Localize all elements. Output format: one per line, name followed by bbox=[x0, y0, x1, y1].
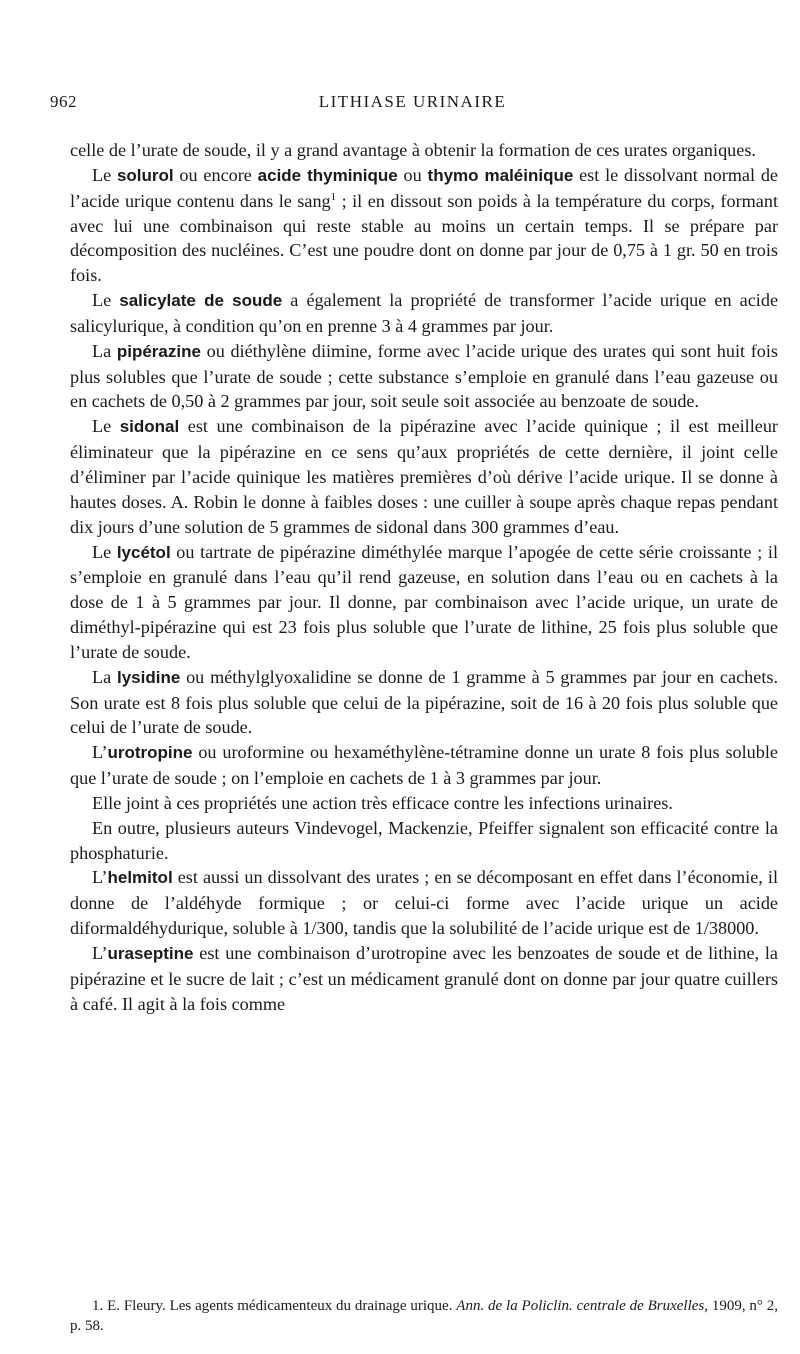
text-run: a également la propriété de transformer l’acide urique en acide salicylurique, à condition qu’on en prenne 3 à 4 grammes par jour. bbox=[70, 290, 779, 336]
term-sidonal: sidonal bbox=[119, 417, 180, 437]
text-run: ou bbox=[397, 164, 428, 185]
term-uraseptine: uraseptine bbox=[107, 944, 194, 963]
term-piperazine: pipérazine bbox=[116, 341, 201, 361]
text-run: ou uroformine ou hexaméthylène-tétramine donne un urate 8 fois plus soluble que l’urate de soude ; on l’emploie en cachets de 1 à 3 grammes par jour. bbox=[70, 742, 778, 789]
term-acide-thyminique: acide thyminique bbox=[257, 165, 398, 185]
text-run: ; il en dissout son poids à la température du corps, formant avec lui une combinaison qui reste stable au moins un certain temps. Il se prépare par décomposition des nucléines. C’est une poudre dont on donne par jour de 0,75 à 1 gr. 50 en trois fois. bbox=[70, 190, 778, 286]
paragraph-piperazine bbox=[70, 339, 778, 415]
term-lysidine: lysidine bbox=[116, 667, 181, 687]
text-run: ou tartrate de pipérazine diméthylée marque l’apogée de cette série croissante ; il s’emploie en granulé dans l’eau qu’il rend gazeuse, en solution dans l’eau ou en cachets à la dose de 1 à 5 grammes par jour. Il donne, par combinaison avec l’acide urique, un urate de diméthyl-pipérazine qui est 23 fois plus soluble que l’urate de lithine, 25 fois plus soluble que l’urate de soude. bbox=[70, 541, 778, 662]
text-run: Le bbox=[92, 290, 120, 311]
text-run: L’ bbox=[92, 943, 108, 963]
footnotes bbox=[70, 1296, 778, 1336]
paragraph-phosphaturie bbox=[70, 816, 778, 866]
footnote-journal-title: Ann. de la Policlin. centrale de Bruxelles bbox=[456, 1298, 705, 1314]
text-run: Le bbox=[92, 416, 120, 437]
text-run: La bbox=[92, 340, 117, 361]
text-run: L’ bbox=[92, 742, 108, 763]
text-run: Le bbox=[92, 164, 117, 185]
page-header bbox=[50, 92, 775, 122]
term-helmitol: helmitol bbox=[107, 868, 173, 888]
text-run: L’ bbox=[92, 867, 108, 888]
paragraph-salicylate bbox=[70, 288, 778, 339]
paragraph-text: En outre, plusieurs auteurs Vindevogel, Mackenzie, Pfeiffer signalent son efficacité contre la phosphaturie. bbox=[70, 817, 778, 863]
text-run: est le dissolvant normal de l’acide urique contenu dans le sang bbox=[70, 164, 778, 211]
text-run: Le bbox=[92, 541, 117, 562]
paragraph-continuation bbox=[70, 138, 778, 163]
text-run: est une combinaison de la pipérazine avec l’acide quinique ; il est meilleur éliminateur que la pipérazine en ce sens qu’aux propriétés de cette dernière, il joint celle d’éliminer par l’acide quinique les matières premières d’où dérive l’acide urique. Il se donne à hautes doses. A. Robin le donne à faibles doses : une cuiller à soupe après chaque repas pendant dix jours d’une solution de 5 grammes de sidonal dans 300 grammes d’eau. bbox=[70, 416, 778, 537]
text-run: est une combinaison d’urotropine avec les benzoates de soude et de lithine, la pipérazine et le sucre de lait ; c’est un médicament granulé dont on donne par jour quatre cuillers à café. Il agit à la fois comme bbox=[70, 943, 778, 1014]
text-run: ou encore bbox=[173, 164, 258, 185]
paragraph-sidonal bbox=[70, 414, 778, 539]
footnote-text: 1. E. Fleury. Les agents médicamenteux du drainage urique. bbox=[92, 1298, 457, 1314]
term-salicylate-de-soude: salicylate de soude bbox=[119, 291, 283, 311]
footnote-1 bbox=[70, 1296, 778, 1336]
term-urotropine: urotropine bbox=[107, 743, 193, 763]
text-run: ou diéthylène diimine, forme avec l’acide urique des urates qui sont huit fois plus solubles que l’urate de soude ; cette substance s’emploie en granulé dans l’eau gazeuse ou en cachets de 0,50 à 2 grammes par jour, soit seule soit associée au benzoate de soude. bbox=[70, 340, 778, 412]
paragraph-urotropine bbox=[70, 740, 778, 791]
term-solurol: solurol bbox=[116, 165, 174, 185]
paragraph-uraseptine bbox=[70, 941, 778, 1017]
running-title: LITHIASE URINAIRE bbox=[318, 92, 507, 111]
page-number: 962 bbox=[50, 92, 77, 111]
paragraph-lycetol bbox=[70, 540, 778, 665]
text-run: La bbox=[92, 666, 117, 687]
paragraph-text: Elle joint à ces propriétés une action très efficace contre les infections urinaires. bbox=[92, 792, 673, 813]
term-lycetol: lycétol bbox=[116, 542, 171, 562]
text-run: est aussi un dissolvant des urates ; en se décomposant en effet dans l’économie, il donne de l’aldéhyde formique ; or celui-ci forme avec l’acide urique un acide diformaldéhydurique, soluble à 1/300, tandis que la solubilité de l’acide urique est de 1/38000. bbox=[70, 867, 778, 939]
paragraph-solurol bbox=[70, 163, 778, 288]
paragraph-lysidine bbox=[70, 665, 778, 741]
paragraph-text: celle de l’urate de soude, il y a grand avantage à obtenir la formation de ces urates organiques. bbox=[70, 140, 756, 160]
term-thymo-maleinique: thymo maléinique bbox=[427, 165, 574, 185]
footnote-marker: 1 bbox=[330, 190, 337, 203]
paragraph-infections bbox=[70, 791, 778, 816]
text-run: ou méthylglyoxalidine se donne de 1 gramme à 5 grammes par jour en cachets. Son urate est 8 fois plus soluble que celui de la pipérazine, soit de 16 à 20 fois plus soluble que celui de l’urate de soude. bbox=[70, 666, 778, 738]
paragraph-helmitol bbox=[70, 865, 778, 941]
body-text bbox=[70, 138, 778, 1017]
footnote-text: , 1909, n° 2, p. 58. bbox=[70, 1298, 778, 1334]
